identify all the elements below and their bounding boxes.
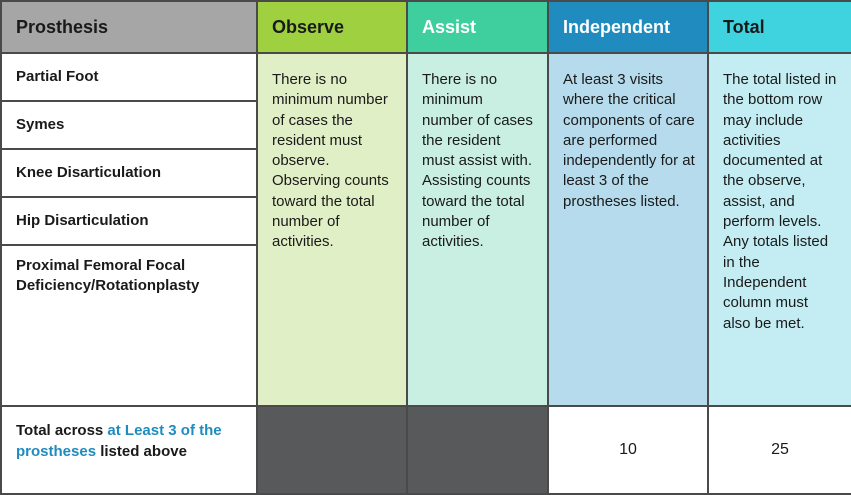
prosthesis-hip-disarticulation: Hip Disarticulation bbox=[2, 198, 256, 246]
header-observe: Observe bbox=[258, 2, 408, 54]
independent-total-value: 10 bbox=[549, 407, 709, 495]
total-description: The total listed in the bottom row may include activities documented at the observe, assist, and perform levels. Any totals listed in the Independent column must also be met. bbox=[709, 54, 851, 407]
prosthesis-partial-foot: Partial Foot bbox=[2, 54, 256, 102]
prosthesis-pffd-rotationplasty: Proximal Femoral Focal Deficiency/Rotationplasty bbox=[16, 257, 200, 294]
assist-description: There is no minimum number of cases the resident must assist with. Assisting counts toward the total number of activities. bbox=[408, 54, 549, 407]
footer-label-part2: listed above bbox=[96, 442, 187, 460]
observe-total-blocked bbox=[258, 407, 408, 495]
header-prosthesis: Prosthesis bbox=[2, 2, 258, 54]
footer-label-highlight: at Least 3 of the prostheses bbox=[16, 422, 222, 460]
footer-label bbox=[2, 407, 258, 495]
prosthesis-symes: Symes bbox=[2, 102, 256, 150]
prosthesis-knee-disarticulation: Knee Disarticulation bbox=[2, 150, 256, 198]
header-independent: Independent bbox=[549, 2, 709, 54]
header-total: Total bbox=[709, 2, 851, 54]
footer-label-part1: Total across bbox=[16, 422, 108, 439]
total-value: 25 bbox=[709, 407, 851, 495]
prosthesis-list bbox=[2, 54, 258, 407]
independent-description: At least 3 visits where the critical components of care are performed independently for at least 3 of the prostheses listed. bbox=[549, 54, 709, 407]
assist-total-blocked bbox=[408, 407, 549, 495]
observe-description: There is no minimum number of cases the resident must observe. Observing counts toward the total number of activities. bbox=[258, 54, 408, 407]
header-assist: Assist bbox=[408, 2, 549, 54]
